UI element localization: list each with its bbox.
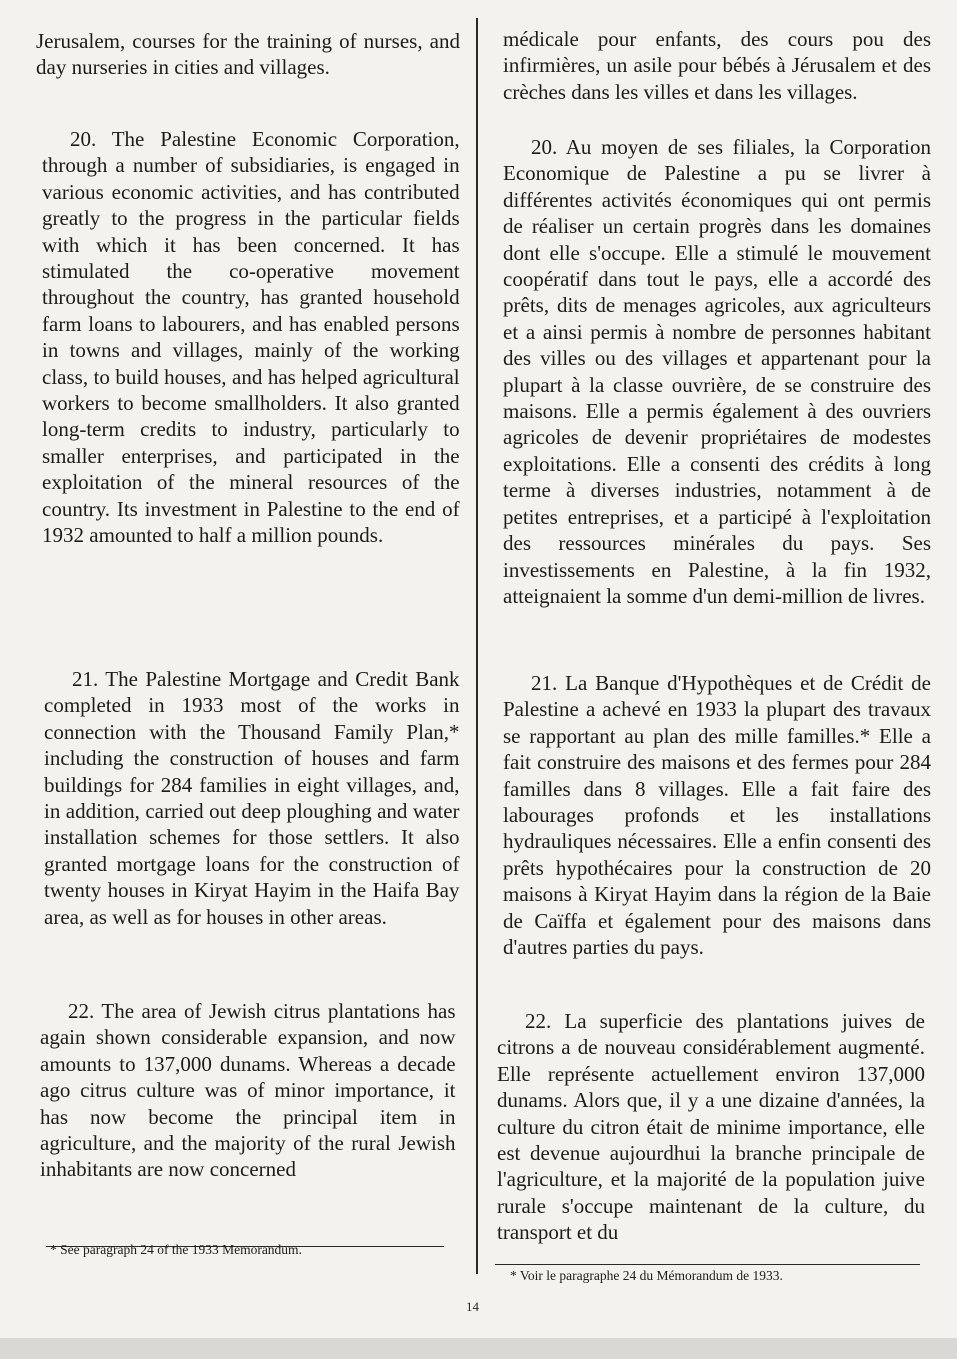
paragraph-text: The area of Jewish citrus plantations has again shown considerable expansion, and now amounts to 137,000 dunams. Whereas a decade ago citrus culture was of minor importance, it has now become the principal item in agriculture, and the majority of the rural Jewish inhabitants are now concerned [40,999,456,1182]
paragraph-22-en [40,998,456,1183]
paragraph-21-en [44,666,460,930]
scan-bottom-margin [0,1338,957,1359]
paragraph-20-fr [503,134,931,609]
footnote-fr: * Voir le paragraphe 24 du Mémorandum de 1933. [510,1268,783,1283]
paragraph-number: 20. [70,127,97,151]
paragraph-number: 22. [68,999,95,1023]
paragraph-text: The Palestine Mortgage and Credit Bank completed in 1933 most of the works in connection with the Thousand Family Plan,* including the construction of houses and farm buildings for 284 families in eight villages, and, in addition, carried out deep ploughing and water installation schemes for those settlers. It also granted mortgage loans for the construction of twenty houses in Kiryat Hayim in the Haifa Bay area, as well as for houses in other areas. [44,667,460,929]
paragraph-text: La Banque d'Hypothèques et de Crédit de Palestine a achevé en 1933 la plupart des travaux se rapportant au plan des mille familles.* Elle a fait construire des maisons et des fermes pour 284 familles dans 8 villages. Elle a fait faire des labourages profonds et les installations hydrauliques nécessaires. Elle a enfin consenti des prêts hypothécaires pour la construction de 20 maisons à Kiryat Hayim dans la région de la Baie de Caïffa et également pour des maisons dans d'autres parties du pays. [503,671,932,960]
paragraph-number: 21. [531,671,558,695]
paragraph-20-en [42,126,460,549]
paragraph-number: 22. [525,1009,552,1033]
footnote-en: * See paragraph 24 of the 1933 Memorandum. [50,1242,302,1257]
paragraph-19-continuation-fr: médicale pour enfants, des cours pou des infirmières, un asile pour bébés à Jérusalem et des crèches dans les villes et dans les villages. [503,27,931,104]
paragraph-21-fr [503,670,931,960]
paragraph-text: Au moyen de ses filiales, la Corporation Economique de Palestine a pu se livrer à différentes activités économiques qui ont permis de réaliser un certain progrès dans les domaines dont elle s'occupe. Elle a stimulé le mouvement coopératif dans tout le pays, elle a accordé des prêts, dits de menages agricoles, aux agriculteurs et a ainsi permis à nombre de personnes habitant des villes ou des villages et appartenant pour la plupart à la classe ouvrière, de se construire des maisons. Elle a permis également à des ouvriers agricoles de devenir propriétaires de modestes exploitations. Elle a consenti des crédits à long terme à diverses industries, notamment à de petites entreprises, et a participé à l'exploitation des ressources minérales du pays. Ses investissements en Palestine, à la fin 1932, atteignaient la somme d'un demi-million de livres. [503,135,932,608]
paragraph-22-fr [497,1008,925,1246]
column-divider [476,18,478,1274]
paragraph-text: La superficie des plantations juives de citrons a de nouveau considérablement augmenté. Elle représente actuellement environ 137,000 dunams. Alors que, il y a une dizaine d'années, la culture du citron était de minime importance, elle est devenue aujourdhui la branche principale de l'agriculture, et la majorité de la population juive rurale s'occupe maintenant de la culture, du transport et du [497,1009,926,1245]
paragraph-number: 21. [72,667,99,691]
paragraph-text: The Palestine Economic Corporation, through a number of subsidiaries, is engaged in various economic activities, and has contributed greatly to the progress in the particular fields with which it has been concerned. It has stimulated the co-operative movement throughout the country, has granted household farm loans to labourers, and has enabled persons in towns and villages, mainly of the working class, to build houses, and has helped agricultural workers to become smallholders. It also granted long-term credits to industry, particularly to smaller enterprises, and participated in the exploitation of the mineral resources of the country. Its investment in Palestine to the end of 1932 amounted to half a million pounds. [42,127,460,548]
paragraph-number: 20. [531,135,558,159]
footnote-rule-fr [495,1264,920,1265]
page-number: 14 [466,1299,479,1314]
paragraph-19-continuation-en: Jerusalem, courses for the training of nurses, and day nurseries in cities and villages. [36,29,460,80]
